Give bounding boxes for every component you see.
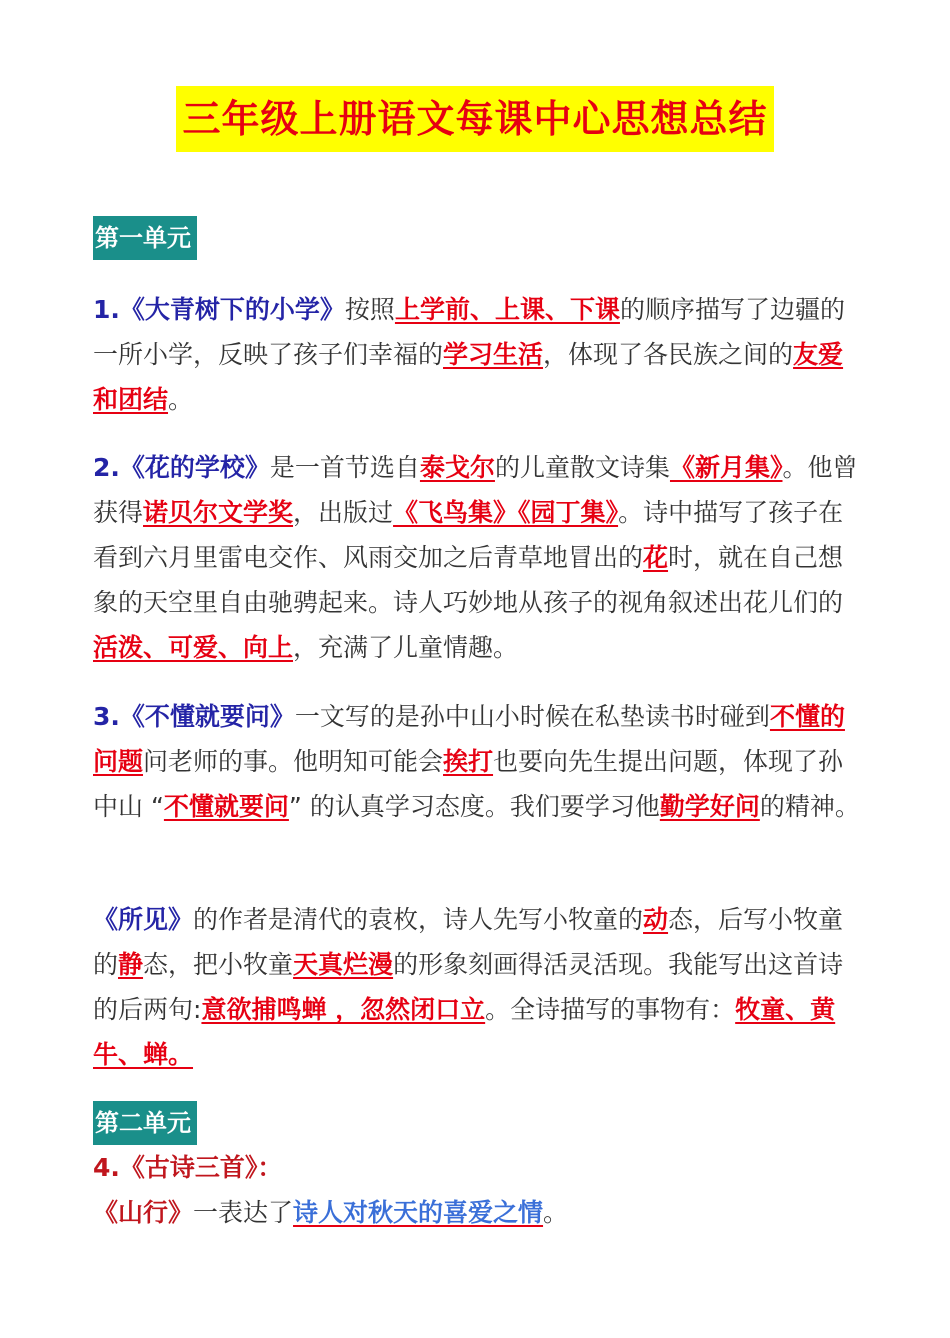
body-text: 按照: [344, 295, 395, 324]
body-text: ，充满了儿童情趣。: [293, 633, 519, 662]
keyword: 动: [643, 905, 669, 934]
keyword: 上学前、上课、下课: [394, 295, 620, 324]
lesson-title: 《不懂就要问》: [119, 702, 295, 731]
title-wrap: [0, 86, 950, 152]
keyword: 《飞鸟集》《园丁集》: [393, 498, 619, 527]
lesson-title: 《古诗三首》：: [119, 1153, 283, 1182]
unit-1-label: 第一单元: [93, 216, 197, 260]
body-text: 一表达了: [193, 1198, 294, 1227]
lesson-title: 《花的学校》: [119, 453, 270, 482]
body-text: 。: [168, 385, 194, 414]
body-text: 态，把小牧童: [143, 950, 294, 979]
body-text: 问老师的事。他明知可能会: [143, 747, 444, 776]
lesson-title: 《大青树下的小学》: [119, 295, 345, 324]
paragraph-2: [93, 445, 865, 670]
paragraph-4: [93, 897, 865, 1077]
keyword: 不懂的问题: [93, 702, 845, 776]
keyword: 诺贝尔文学奖: [143, 498, 294, 527]
item-number: 3.: [93, 702, 120, 731]
body-text: 的形象刻画得活灵活现。我能写出这首诗的后两句:: [93, 950, 844, 1024]
item-number: 1.: [93, 295, 120, 324]
body-text: 态，后写小牧童的: [93, 905, 844, 979]
body-text: 一文写的是孙中山小时候在私垫读书时碰到: [294, 702, 770, 731]
keyword: 牧童、黄牛、蝉。: [93, 995, 836, 1069]
body-text: ，出版过: [293, 498, 394, 527]
body-text: 是一首节选自: [269, 453, 420, 482]
page-title: 三年级上册语文每课中心思想总结: [176, 86, 773, 152]
body-text: 。诗中描写了孩子在看到六月里雷电交作、风雨交加之后青草地冒出的: [93, 498, 844, 572]
keyword: 静: [118, 950, 144, 979]
unit-2-label: 第二单元: [93, 1101, 197, 1145]
item-number: 4.: [93, 1153, 120, 1182]
keyword: 活泼、可爱、向上: [93, 633, 294, 662]
item-number: 2.: [93, 453, 120, 482]
body-text: ，体现了各民族之间的: [543, 340, 794, 369]
body-text: 。全诗描写的事物有：: [485, 995, 736, 1024]
keyword: 诗人对秋天的喜爱之情: [293, 1198, 544, 1227]
poem-title: 《所见》: [93, 905, 194, 934]
paragraph-1: [93, 287, 865, 422]
keyword: 勤学好问: [659, 792, 760, 821]
body-text: 的儿童散文诗集: [494, 453, 670, 482]
body-text: 。: [543, 1198, 569, 1227]
keyword: 天真烂漫: [293, 950, 394, 979]
body-text: 。他曾获得: [93, 453, 858, 527]
body-text: 的精神。: [759, 792, 860, 821]
body-text: 的作者是清代的袁枚，诗人先写小牧童的: [193, 905, 644, 934]
keyword: 泰戈尔: [419, 453, 495, 482]
keyword: 花: [643, 543, 669, 572]
keyword: 学习生活: [443, 340, 544, 369]
paragraph-3: [93, 694, 865, 829]
paragraph-5: [93, 1145, 865, 1235]
keyword: 挨打: [443, 747, 494, 776]
poem-title: 《山行》: [93, 1198, 194, 1227]
body-text: ” 的认真学习态度。我们要学习他: [288, 792, 660, 821]
body-text: 也要向先生提出问题，体现了孙中山 “: [93, 747, 844, 821]
keyword: 不懂就要问: [163, 792, 289, 821]
keyword: 《新月集》: [669, 453, 783, 482]
body-text: 时，就在自己想象的天空里自由驰骋起来。诗人巧妙地从孩子的视角叙述出花儿们的: [93, 543, 844, 617]
keyword: 友爱和团结: [93, 340, 844, 414]
keyword: 意欲捕鸣蝉 ，忽然闭口立: [201, 995, 486, 1024]
body-text: 的顺序描写了边疆的一所小学，反映了孩子们幸福的: [93, 295, 845, 369]
